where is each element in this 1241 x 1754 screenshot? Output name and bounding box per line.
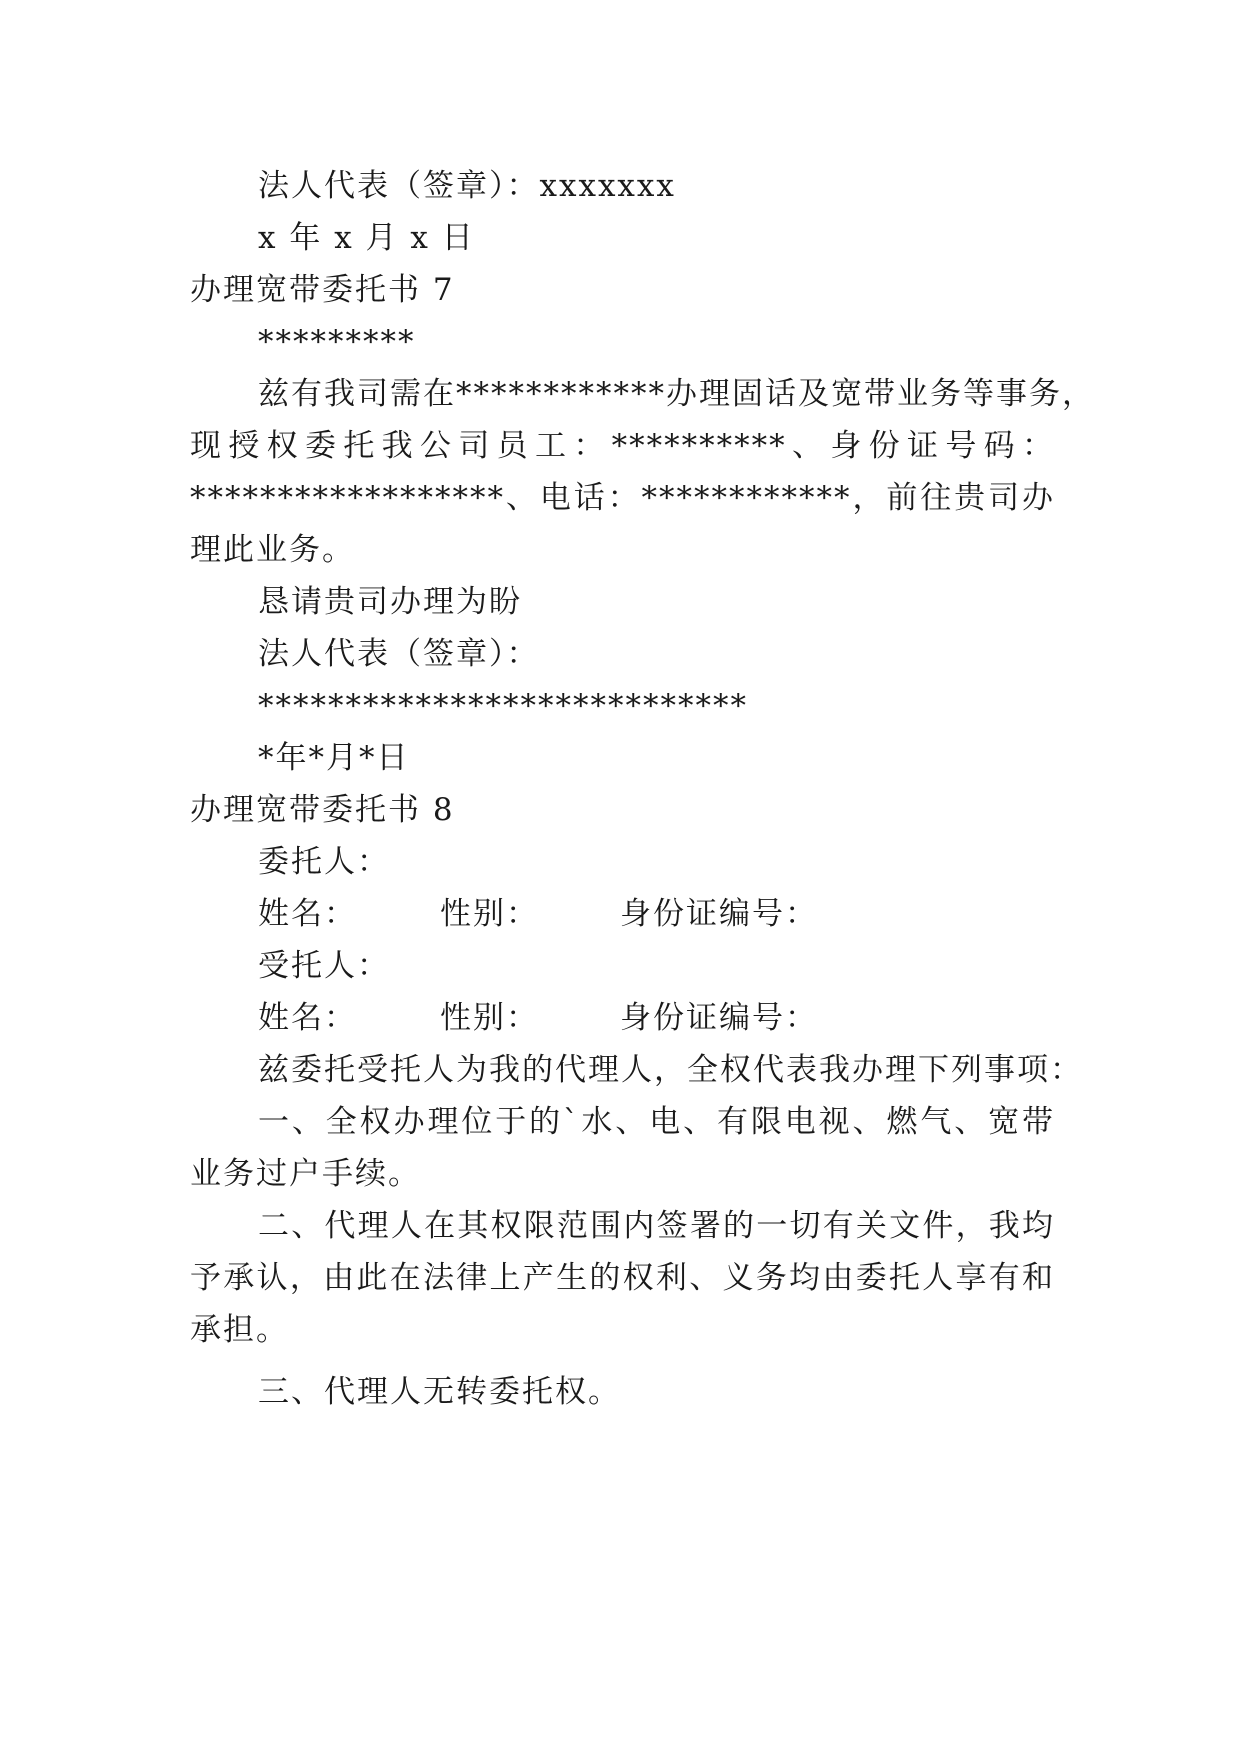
gender-label: 性别：: [440, 896, 539, 932]
paragraph-line: 业务过户手续。: [190, 1156, 421, 1192]
date-line: *年*月*日: [258, 740, 410, 776]
gender-label: 性别：: [440, 1000, 539, 1036]
agent-label: 受托人：: [258, 948, 390, 984]
section-heading-8: 办理宽带委托书 8: [190, 792, 455, 828]
paragraph-line: 一、全权办理位于的`水、电、有限电视、燃气、宽带: [258, 1104, 1055, 1140]
paragraph-line: 现授权委托我公司员工：**********、身份证号码：: [190, 428, 1055, 464]
name-label: 姓名：: [258, 1000, 357, 1036]
section-heading-7: 办理宽带委托书 7: [190, 272, 455, 308]
masked-line: ****************************: [258, 688, 748, 724]
id-label: 身份证编号：: [620, 896, 818, 932]
id-label: 身份证编号：: [620, 1000, 818, 1036]
legal-rep-signature: 法人代表（签章）：xxxxxxx: [258, 168, 676, 204]
paragraph-line: 三、代理人无转委托权。: [258, 1374, 621, 1410]
paragraph-line: 兹有我司需在************办理固话及宽带业务等事务，: [258, 376, 1095, 412]
legal-rep-signature: 法人代表（签章）：: [258, 636, 540, 672]
authorization-statement: 兹委托受托人为我的代理人，全权代表我办理下列事项：: [258, 1052, 1083, 1088]
date-line: x 年 x 月 x 日: [258, 220, 475, 256]
name-label: 姓名：: [258, 896, 357, 932]
paragraph-line: 予承认，由此在法律上产生的权利、义务均由委托人享有和: [190, 1260, 1055, 1296]
paragraph-line: 承担。: [190, 1312, 289, 1348]
paragraph-line: ******************、电话：************，前往贵司办: [190, 480, 1055, 516]
principal-label: 委托人：: [258, 844, 390, 880]
request-line: 恳请贵司办理为盼: [258, 584, 522, 620]
paragraph-line: 二、代理人在其权限范围内签署的一切有关文件，我均: [258, 1208, 1055, 1244]
recipient-line: *********: [258, 324, 416, 360]
paragraph-line: 理此业务。: [190, 532, 355, 568]
